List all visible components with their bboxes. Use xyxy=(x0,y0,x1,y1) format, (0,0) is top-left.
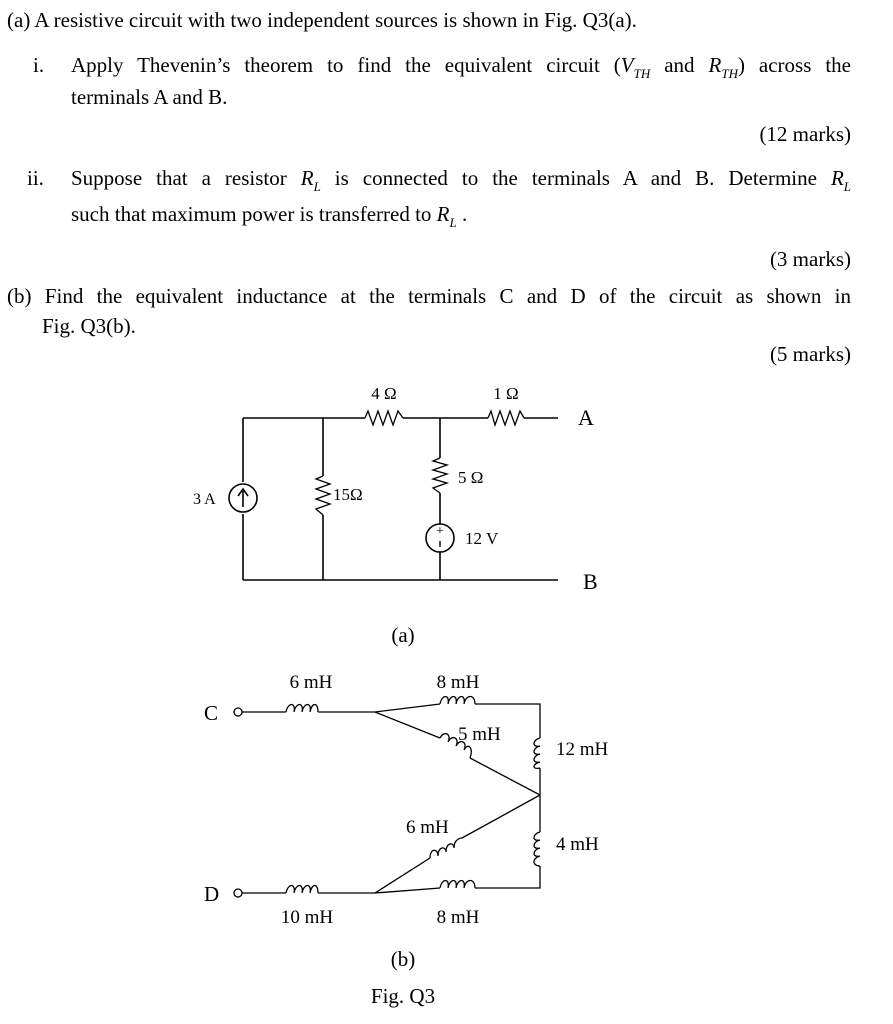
terminal-a: A xyxy=(578,405,594,430)
wire-diag-6mh xyxy=(375,795,540,893)
rth-subscript: TH xyxy=(721,66,738,81)
sub-i-number: i. xyxy=(33,53,45,77)
label-6mh-top: 6 mH xyxy=(289,672,333,693)
circuit-a xyxy=(193,384,598,647)
rl-subscript-3: L xyxy=(449,215,457,230)
caption-b: (b) xyxy=(390,947,416,971)
rl-symbol-1: R xyxy=(300,166,314,190)
label-5ohm: 5 Ω xyxy=(458,468,484,487)
rl-subscript-2: L xyxy=(843,179,852,194)
and-word: and xyxy=(664,53,695,77)
caption-a: (a) xyxy=(391,623,415,647)
figure-caption: Fig. Q3 xyxy=(370,984,436,1008)
inductor-8mh-top xyxy=(440,697,475,705)
label-4mh: 4 mH xyxy=(556,834,599,855)
inductor-6mh-top xyxy=(286,705,318,713)
label-5mh: 5 mH xyxy=(458,724,501,745)
terminal-b: B xyxy=(583,569,598,594)
inductor-12mh xyxy=(534,738,540,768)
sub-i-marks: (12 marks) xyxy=(759,122,851,146)
sub-ii-marks: (3 marks) xyxy=(769,247,851,271)
label-12v: 12 V xyxy=(465,529,499,548)
terminal-d-node xyxy=(234,889,242,897)
inductor-8mh-bottom xyxy=(440,881,475,889)
resistor-5ohm xyxy=(433,458,447,493)
inductor-6mh-mid xyxy=(430,838,462,858)
rl-symbol-3: R xyxy=(436,202,450,226)
rth-symbol: R xyxy=(708,53,722,77)
inductor-4mh xyxy=(534,832,540,866)
plus-sign-icon: + xyxy=(436,524,444,539)
label-3a: 3 A xyxy=(193,491,216,508)
part-b-line1: (b) Find the equivalent inductance at the terminals C and D of the circuit as shown in xyxy=(7,284,851,308)
label-4ohm: 4 Ω xyxy=(371,384,397,403)
sub-i-line1-suffix: ) across the xyxy=(737,53,852,77)
vth-subscript: TH xyxy=(633,66,651,81)
current-arrow-icon xyxy=(238,489,248,507)
terminal-c: C xyxy=(204,701,219,725)
sub-ii-line1-prefix: Suppose that a resistor xyxy=(71,166,287,190)
vth-symbol: V xyxy=(620,53,634,77)
sub-ii-line2-suffix: . xyxy=(461,202,468,226)
part-a-heading: (a) A resistive circuit with two independent sources is shown in Fig. Q3(a). xyxy=(7,8,637,32)
part-b-marks: (5 marks) xyxy=(769,342,851,366)
rl-subscript-1: L xyxy=(313,179,321,194)
label-6mh-mid: 6 mH xyxy=(406,817,449,838)
resistor-15ohm xyxy=(316,476,330,515)
resistor-4ohm xyxy=(365,411,403,425)
terminal-d: D xyxy=(204,882,220,906)
sub-ii-line1-middle: is connected to the terminals A and B. Determine xyxy=(334,166,817,190)
part-b-line2: Fig. Q3(b). xyxy=(42,314,136,338)
sub-ii-number: ii. xyxy=(27,166,44,190)
terminal-c-node xyxy=(234,708,242,716)
circuit-b xyxy=(204,672,609,971)
label-15ohm: 15Ω xyxy=(333,485,363,504)
sub-i-line2: terminals A and B. xyxy=(71,85,228,109)
label-1ohm: 1 Ω xyxy=(493,384,519,403)
resistor-1ohm xyxy=(488,411,524,425)
label-12mh: 12 mH xyxy=(556,739,609,760)
label-8mh-bottom: 8 mH xyxy=(436,907,480,928)
inductor-10mh xyxy=(286,886,318,894)
rl-symbol-2: R xyxy=(830,166,844,190)
sub-i-line1-prefix: Apply Thevenin’s theorem to find the equivalent circuit ( xyxy=(71,53,621,77)
sub-ii-line2-prefix: such that maximum power is transferred to xyxy=(71,202,432,226)
label-10mh: 10 mH xyxy=(280,907,334,928)
label-8mh-top: 8 mH xyxy=(436,672,480,693)
